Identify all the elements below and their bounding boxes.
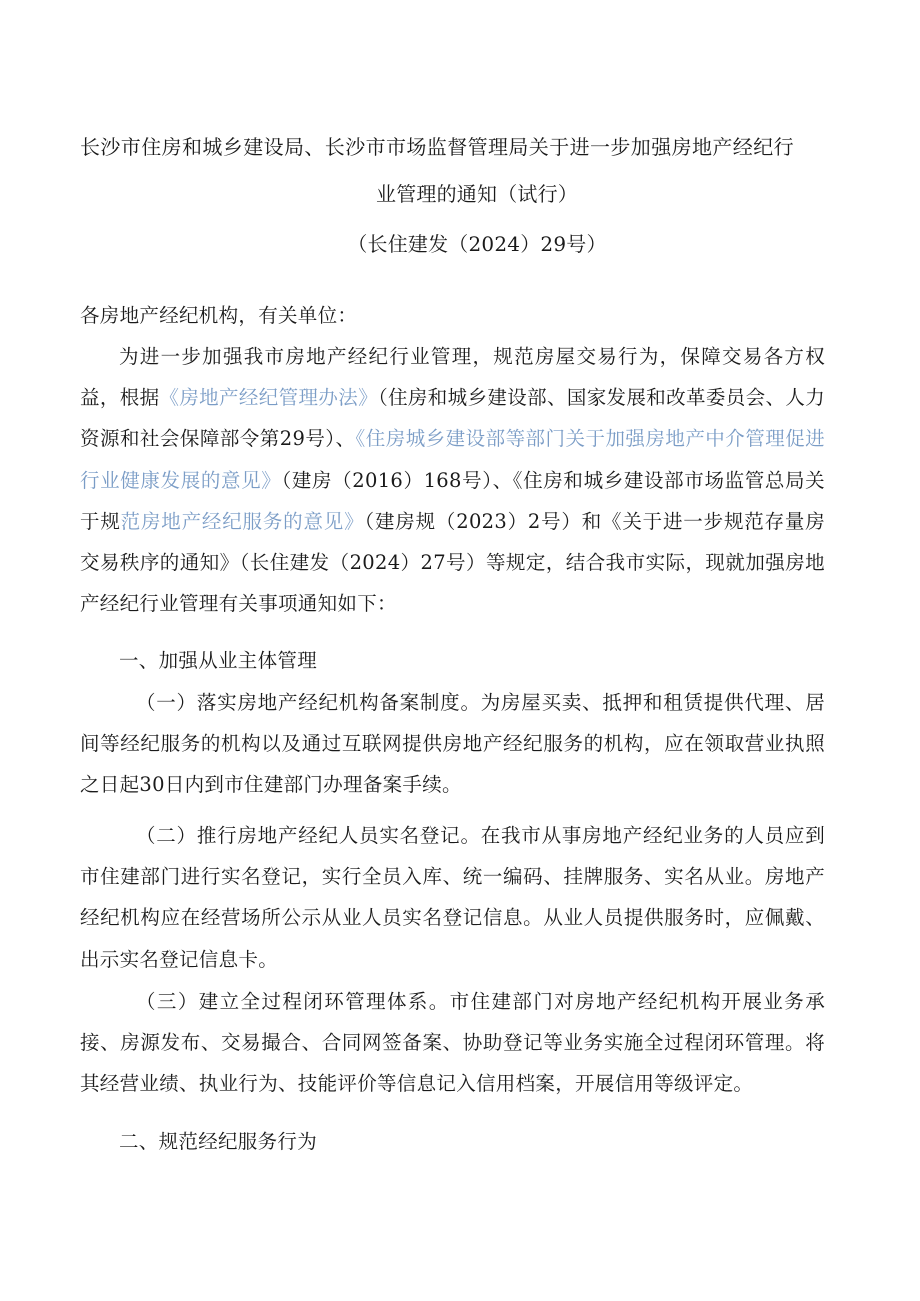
link-regulation-measures[interactable]: 《房地产经纪管理办法》: [159, 386, 378, 410]
section-2-heading: 二、规范经纪服务行为: [119, 1130, 318, 1153]
document-number: （长住建发（2024）29号）: [347, 232, 607, 256]
link-opinion-intermediary[interactable]: 《住房城乡建设部等部门关于加强房地产中介管理促进行业健康发展的意见》: [80, 427, 825, 492]
salutation: 各房地产经纪机构，有关单位：: [80, 304, 358, 327]
intro-paragraph: [80, 336, 825, 624]
document-title-line-2: 业管理的通知（试行）: [376, 182, 578, 206]
section-1-item-2: （二）推行房地产经纪人员实名登记。在我市从事房地产经纪业务的人员应到市住建部门进行实名登记，实行全员入库、统一编码、挂牌服务、实名从业。房地产经纪机构应在经营场所公示从业人员实名登记信息。从业人员提供服务时，应佩戴、出示实名登记信息卡。: [80, 824, 825, 971]
intro-text-2: （住房和城乡建设部、国家发展和改革委员会、人力资源和社会保障部令第29号）、: [80, 386, 825, 451]
document-title-line-1: 长沙市住房和城乡建设局、长沙市市场监督管理局关于进一步加强房地产经纪行: [80, 135, 794, 159]
link-opinion-brokerage-service[interactable]: 范房地产经纪服务的意见》: [120, 509, 365, 533]
intro-text-3: （建房（2016）168号）、《住房和城乡建设部市场监管总局关于规: [80, 468, 825, 533]
intro-text-1: 为进一步加强我市房地产经纪行业管理，规范房屋交易行为，保障交易各方权益，根据: [80, 345, 825, 410]
section-1-item-1: （一）落实房地产经纪机构备案制度。为房屋买卖、抵押和租赁提供代理、居间等经纪服务的机构以及通过互联网提供房地产经纪服务的机构，应在领取营业执照之日起30日内到市住建部门办理备案手续。: [80, 691, 825, 797]
section-1-item-3: （三）建立全过程闭环管理体系。市住建部门对房地产经纪机构开展业务承接、房源发布、交易撮合、合同网签备案、协助登记等业务实施全过程闭环管理。将其经营业绩、执业行为、技能评价等信息记入信用档案，开展信用等级评定。: [80, 990, 825, 1096]
intro-text-4: （建房规（2023）2号）和《关于进一步规范存量房交易秩序的通知》（长住建发（2024）27号）等规定，结合我市实际，现就加强房地产经纪行业管理有关事项通知如下：: [80, 509, 825, 616]
section-1-heading: 一、加强从业主体管理: [119, 649, 318, 672]
